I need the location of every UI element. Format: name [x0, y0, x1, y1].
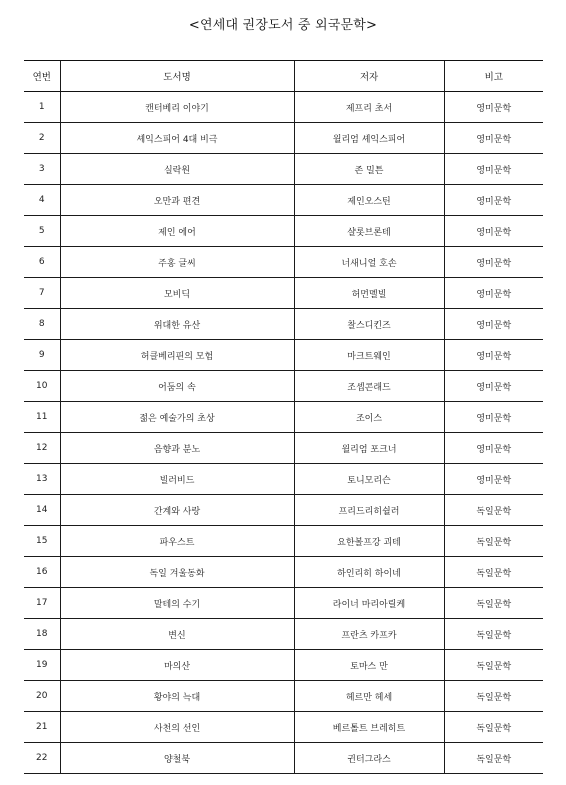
row-number: 5 — [24, 216, 60, 247]
row-number: 12 — [24, 433, 60, 464]
table-row — [24, 464, 543, 495]
book-title: 마의산 — [60, 650, 294, 681]
book-title: 주홍 글씨 — [60, 247, 294, 278]
page-title: <연세대 권장도서 중 외국문학> — [188, 18, 378, 33]
book-author: 하인리히 하이네 — [294, 557, 444, 588]
book-note: 영미문학 — [444, 371, 543, 402]
row-number: 14 — [24, 495, 60, 526]
book-author: 허먼멜빌 — [294, 278, 444, 309]
row-number: 10 — [24, 371, 60, 402]
book-title: 독일 겨울동화 — [60, 557, 294, 588]
book-note: 독일문학 — [444, 712, 543, 743]
row-number: 13 — [24, 464, 60, 495]
table-header — [24, 61, 543, 92]
row-number: 22 — [24, 743, 60, 774]
book-note: 영미문학 — [444, 154, 543, 185]
header-number: 연번 — [24, 61, 60, 92]
table-row — [24, 154, 543, 185]
row-number: 7 — [24, 278, 60, 309]
table-row — [24, 557, 543, 588]
book-note: 독일문학 — [444, 619, 543, 650]
book-note: 영미문학 — [444, 309, 543, 340]
book-author: 토마스 만 — [294, 650, 444, 681]
table-body — [24, 92, 543, 774]
book-note: 영미문학 — [444, 123, 543, 154]
table-row — [24, 340, 543, 371]
row-number: 20 — [24, 681, 60, 712]
row-number: 17 — [24, 588, 60, 619]
book-author: 윌리엄 포크너 — [294, 433, 444, 464]
table-row — [24, 619, 543, 650]
table-row — [24, 216, 543, 247]
book-title: 오만과 편견 — [60, 185, 294, 216]
header-note: 비고 — [444, 61, 543, 92]
book-author: 너새니얼 호손 — [294, 247, 444, 278]
book-title: 변신 — [60, 619, 294, 650]
book-note: 영미문학 — [444, 216, 543, 247]
book-author: 제프리 초서 — [294, 92, 444, 123]
book-author: 베르톨트 브레히트 — [294, 712, 444, 743]
book-author: 존 밀튼 — [294, 154, 444, 185]
table-row — [24, 526, 543, 557]
table-row — [24, 743, 543, 774]
row-number: 4 — [24, 185, 60, 216]
book-note: 독일문학 — [444, 681, 543, 712]
table-row — [24, 712, 543, 743]
book-title: 제인 에어 — [60, 216, 294, 247]
table-row — [24, 185, 543, 216]
book-title: 황야의 늑대 — [60, 681, 294, 712]
book-author: 귄터그라스 — [294, 743, 444, 774]
book-title: 허클베리핀의 모험 — [60, 340, 294, 371]
book-note: 영미문학 — [444, 185, 543, 216]
row-number: 2 — [24, 123, 60, 154]
book-author: 윌리엄 셰익스피어 — [294, 123, 444, 154]
book-author: 제인오스틴 — [294, 185, 444, 216]
header-row — [24, 61, 543, 92]
book-note: 영미문학 — [444, 247, 543, 278]
table-row — [24, 402, 543, 433]
table-row — [24, 495, 543, 526]
book-title: 캔터베리 이야기 — [60, 92, 294, 123]
header-title: 도서명 — [60, 61, 294, 92]
book-note: 영미문학 — [444, 278, 543, 309]
book-title: 빌러비드 — [60, 464, 294, 495]
table-row — [24, 588, 543, 619]
book-author: 샬롯브론테 — [294, 216, 444, 247]
book-title: 셰익스피어 4대 비극 — [60, 123, 294, 154]
book-author: 라이너 마리아릴케 — [294, 588, 444, 619]
book-note: 독일문학 — [444, 588, 543, 619]
table-row — [24, 650, 543, 681]
books-table — [24, 60, 543, 774]
row-number: 8 — [24, 309, 60, 340]
book-author: 마크트웨인 — [294, 340, 444, 371]
row-number: 21 — [24, 712, 60, 743]
book-author: 찰스디킨즈 — [294, 309, 444, 340]
row-number: 1 — [24, 92, 60, 123]
book-author: 프리드리히쉴러 — [294, 495, 444, 526]
row-number: 6 — [24, 247, 60, 278]
book-author: 토니모리슨 — [294, 464, 444, 495]
row-number: 19 — [24, 650, 60, 681]
row-number: 15 — [24, 526, 60, 557]
table-row — [24, 371, 543, 402]
table-row — [24, 433, 543, 464]
book-note: 독일문학 — [444, 526, 543, 557]
book-author: 조셉콘래드 — [294, 371, 444, 402]
book-author: 조이스 — [294, 402, 444, 433]
row-number: 18 — [24, 619, 60, 650]
book-title: 젊은 예술가의 초상 — [60, 402, 294, 433]
book-note: 영미문학 — [444, 433, 543, 464]
book-title: 어둠의 속 — [60, 371, 294, 402]
book-author: 헤르만 헤세 — [294, 681, 444, 712]
table-row — [24, 247, 543, 278]
table-row — [24, 92, 543, 123]
book-title: 양철북 — [60, 743, 294, 774]
table-row — [24, 278, 543, 309]
table-row — [24, 309, 543, 340]
header-author: 저자 — [294, 61, 444, 92]
book-title: 음향과 분노 — [60, 433, 294, 464]
table-row — [24, 681, 543, 712]
book-note: 독일문학 — [444, 743, 543, 774]
book-note: 영미문학 — [444, 92, 543, 123]
book-title: 간계와 사랑 — [60, 495, 294, 526]
book-title: 위대한 유산 — [60, 309, 294, 340]
book-title: 말테의 수기 — [60, 588, 294, 619]
book-note: 독일문학 — [444, 495, 543, 526]
book-note: 영미문학 — [444, 464, 543, 495]
row-number: 3 — [24, 154, 60, 185]
book-note: 독일문학 — [444, 650, 543, 681]
book-note: 영미문학 — [444, 402, 543, 433]
book-title: 파우스트 — [60, 526, 294, 557]
table-row — [24, 123, 543, 154]
row-number: 16 — [24, 557, 60, 588]
book-note: 독일문학 — [444, 557, 543, 588]
book-note: 영미문학 — [444, 340, 543, 371]
book-title: 사천의 선인 — [60, 712, 294, 743]
book-title: 실락원 — [60, 154, 294, 185]
book-author: 프란츠 카프카 — [294, 619, 444, 650]
book-title: 모비딕 — [60, 278, 294, 309]
row-number: 11 — [24, 402, 60, 433]
book-author: 요한볼프강 괴테 — [294, 526, 444, 557]
row-number: 9 — [24, 340, 60, 371]
